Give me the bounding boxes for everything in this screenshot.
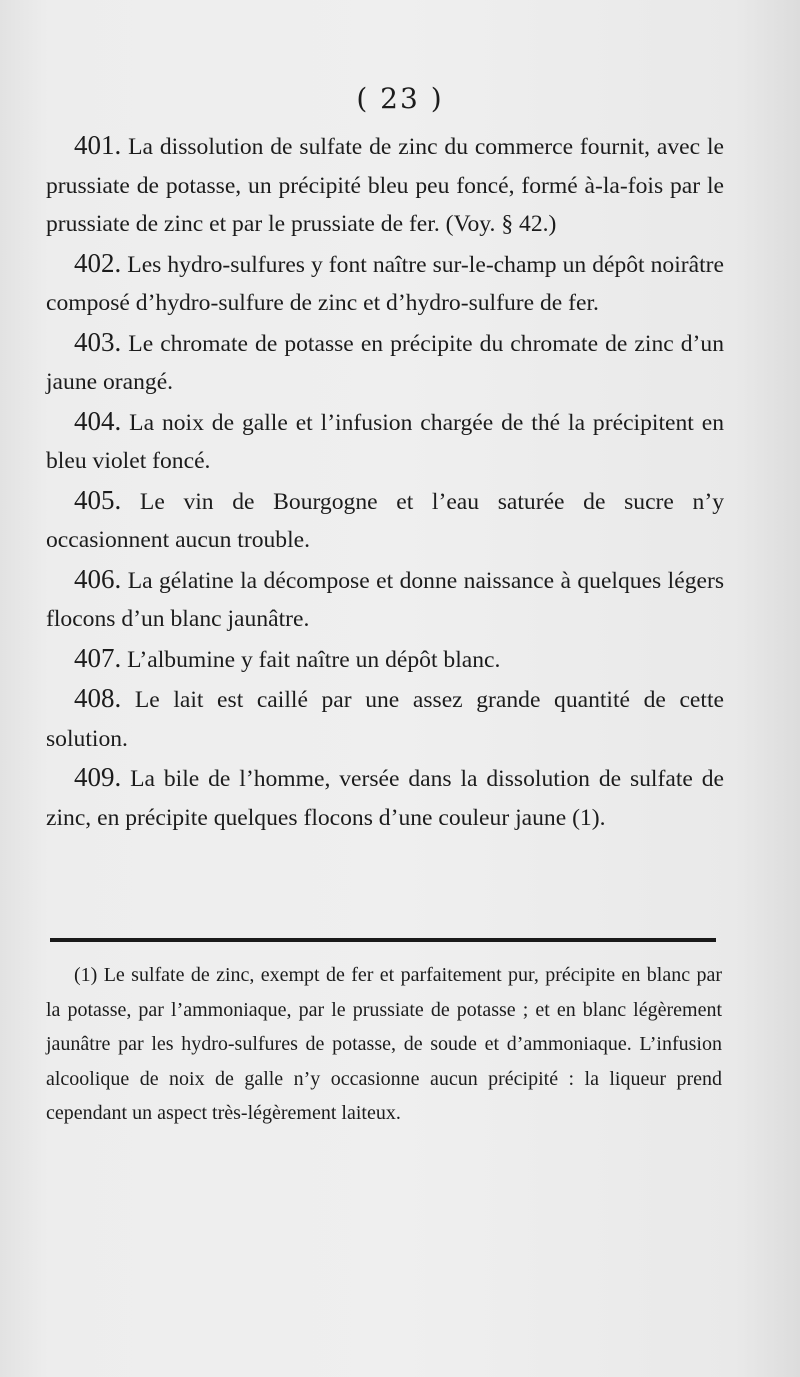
- paragraph-text: La gélatine la décompose et donne naissance à quelques légers flocons d’un blanc jaunâtre.: [46, 567, 724, 632]
- paragraph-text: Les hydro-sulfures y font naître sur-le-champ un dépôt noirâtre composé d’hydro-sulfure de zinc et d’hydro-sulfure de fer.: [46, 251, 724, 316]
- paragraph-number: 402.: [74, 247, 122, 278]
- paragraph-text: Le vin de Bourgogne et l’eau saturée de sucre n’y occasionnent aucun trouble.: [46, 488, 724, 553]
- page-number: ( 23 ): [356, 82, 444, 115]
- paragraph-403: [46, 323, 724, 402]
- paragraph-404: [46, 402, 724, 481]
- paragraph-text: La dissolution de sulfate de zinc du commerce fournit, avec le prussiate de potasse, un précipité bleu peu foncé, formé à-la-fois par le prussiate de zinc et par le prussiate de fer. (Voy. § 42.): [46, 134, 724, 237]
- paragraph-number: 401.: [74, 130, 122, 160]
- main-text: [46, 126, 724, 837]
- paragraph-number: 407.: [74, 642, 122, 673]
- paragraph-401: [46, 126, 724, 244]
- paragraph-407: [46, 639, 724, 680]
- footnotes: [46, 958, 722, 1131]
- paragraph-text: La noix de galle et l’infusion chargée de thé la précipitent en bleu violet foncé.: [46, 409, 724, 474]
- paragraph-number: 408.: [74, 683, 122, 713]
- paragraph-text: Le chromate de potasse en précipite du chromate de zinc d’un jaune orangé.: [46, 330, 724, 395]
- paragraph-number: 406.: [74, 563, 122, 594]
- paragraph-text: L’albumine y fait naître un dépôt blanc.: [127, 646, 501, 673]
- footnote-separator-rule: [50, 938, 716, 942]
- footnote-marker: (1): [74, 964, 98, 986]
- paragraph-402: [46, 244, 724, 323]
- paragraph-text: Le lait est caillé par une assez grande quantité de cette solution.: [46, 687, 724, 752]
- paragraph-406: [46, 560, 724, 639]
- paragraph-409: [46, 758, 724, 837]
- paragraph-408: [46, 679, 724, 758]
- footnote-text: Le sulfate de zinc, exempt de fer et parfaitement pur, précipite en blanc par la potasse, par l’ammoniaque, par le prussiate de potasse ; et en blanc légèrement jaunâtre par les hydro-sulfures de potasse, de soude et d’ammoniaque. L’infusion alcoolique de noix de galle n’y occasionne aucun précipité : la liqueur prend cependant un aspect très-légèrement laiteux.: [46, 964, 722, 1124]
- paragraph-text: La bile de l’homme, versée dans la dissolution de sulfate de zinc, en précipite quelques flocons d’une couleur jaune (1).: [46, 766, 724, 831]
- footnote-1: [46, 958, 722, 1131]
- paragraph-405: [46, 481, 724, 560]
- paragraph-number: 405.: [74, 484, 122, 515]
- paragraph-number: 404.: [74, 405, 122, 436]
- paragraph-number: 409.: [74, 762, 122, 792]
- paragraph-number: 403.: [74, 326, 122, 357]
